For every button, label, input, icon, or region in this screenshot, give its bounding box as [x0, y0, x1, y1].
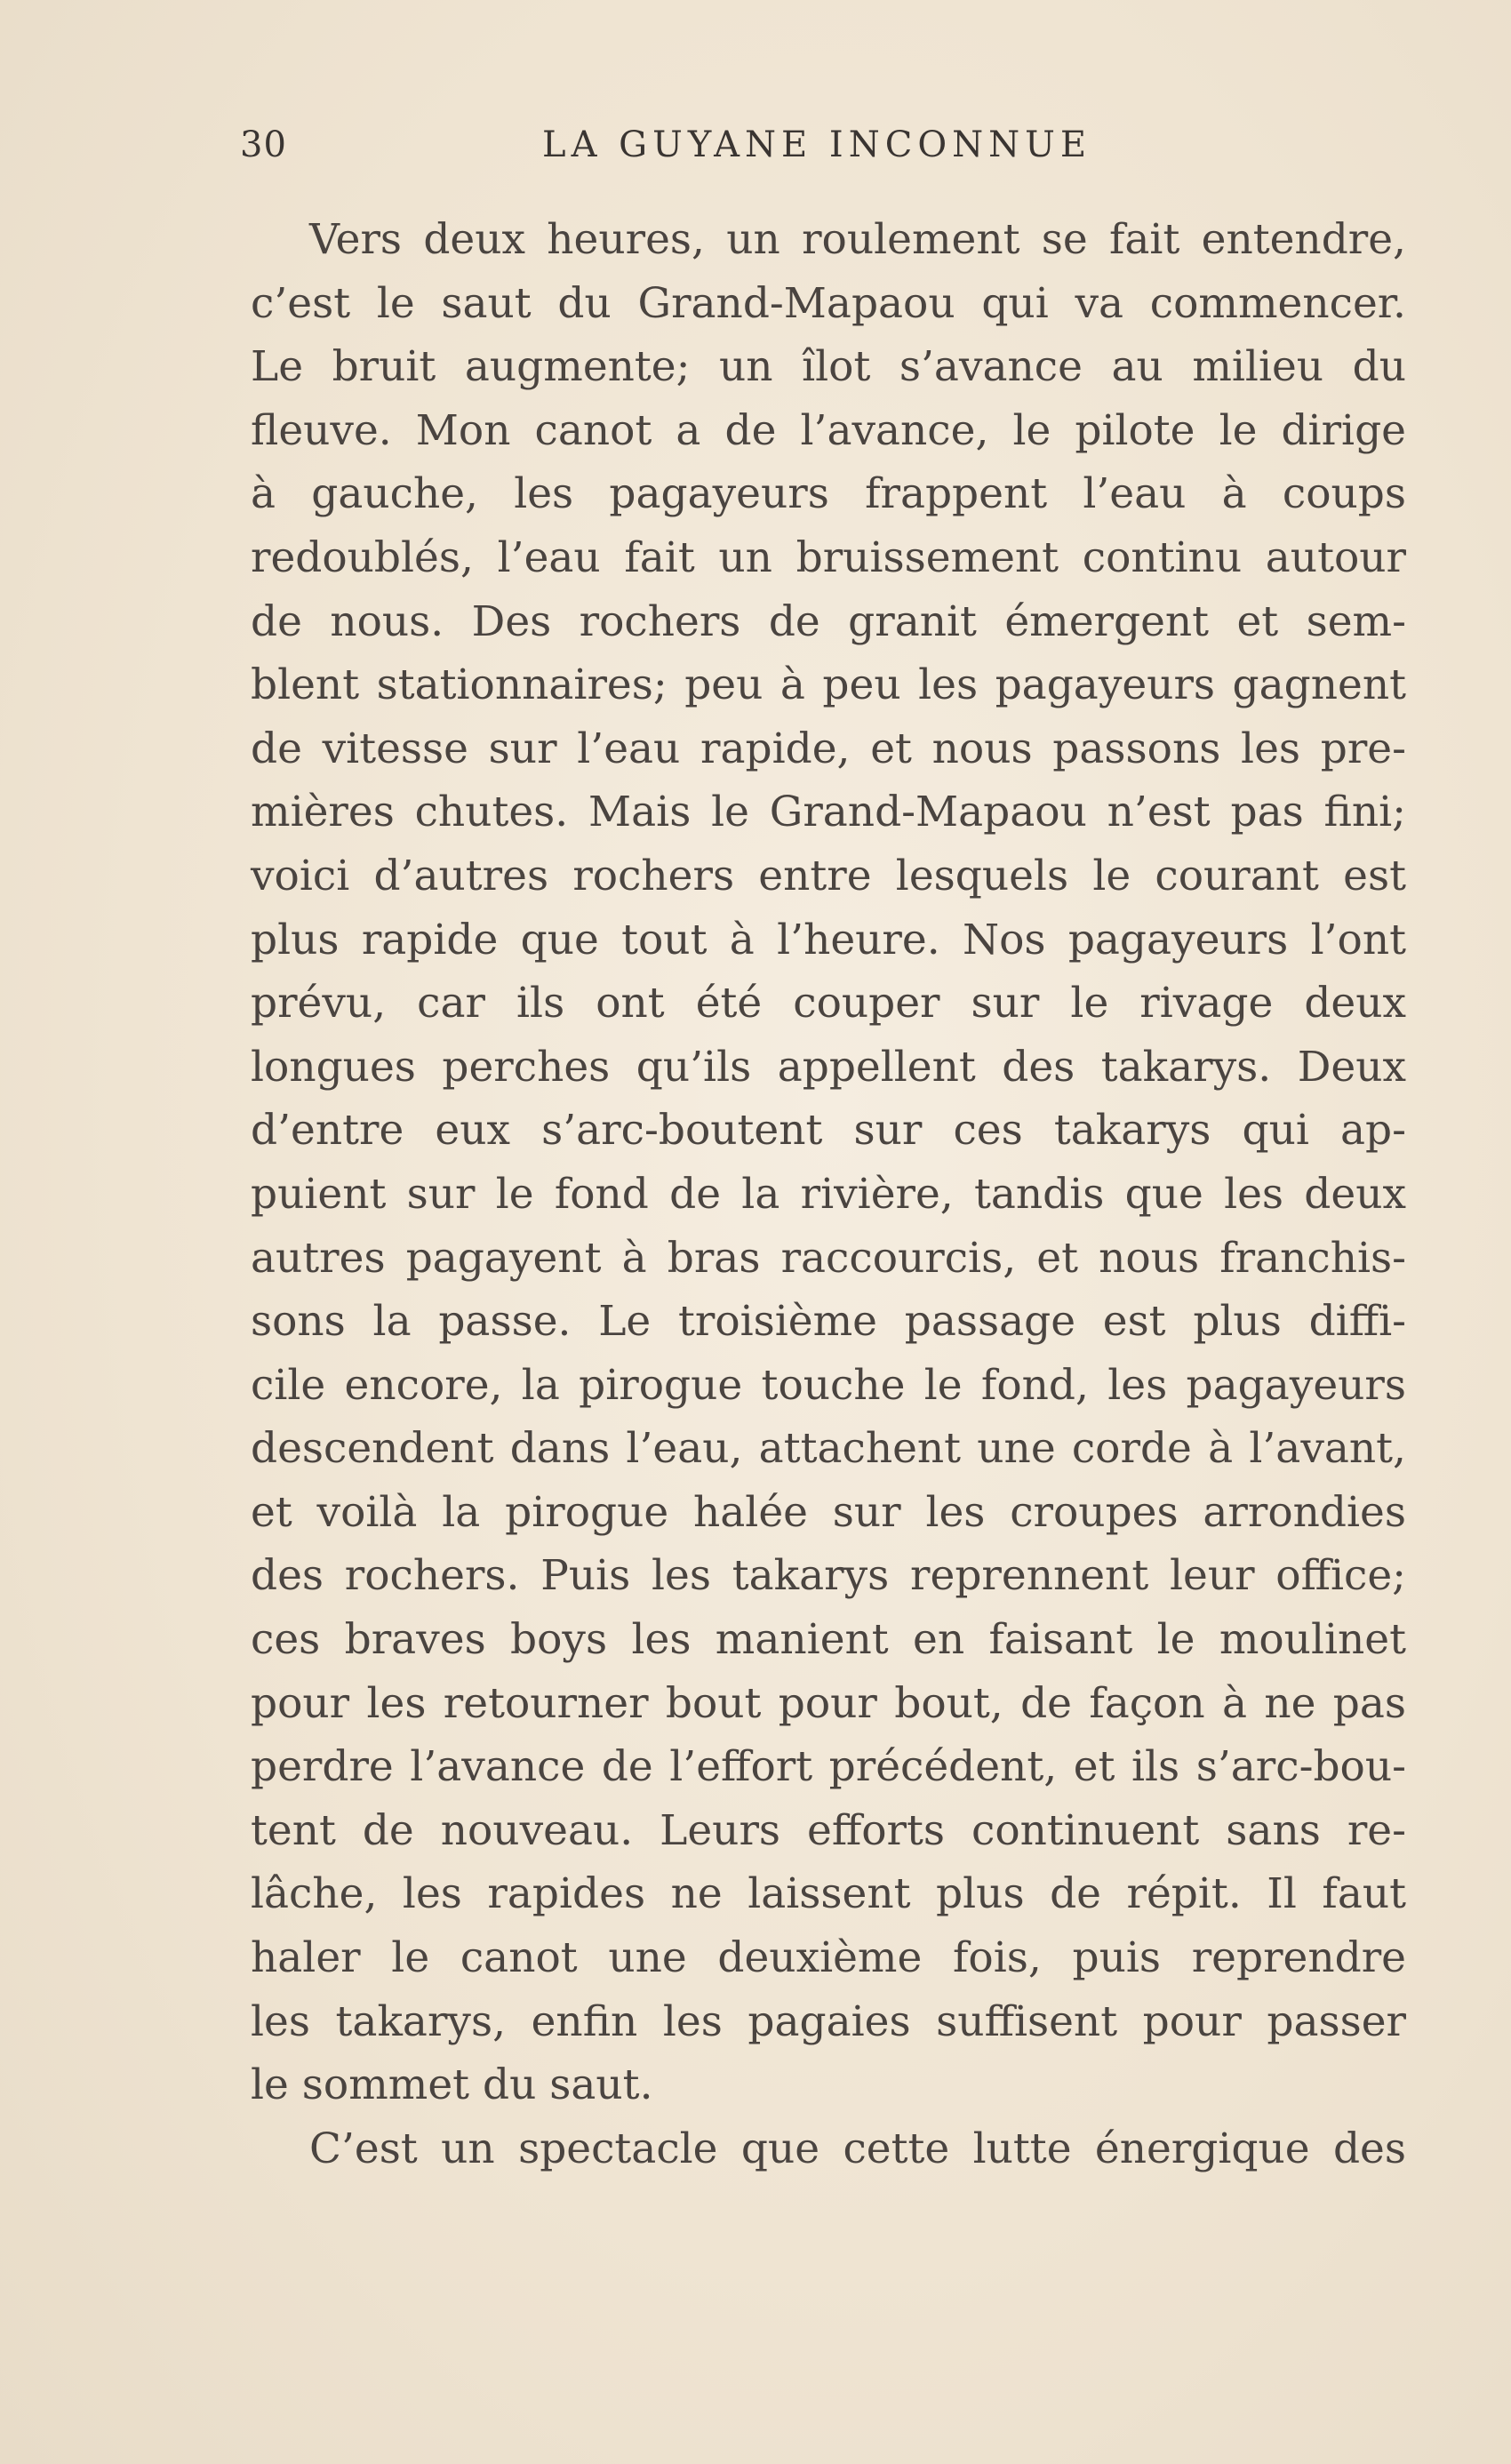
text-line: tent de nouveau. Leurs efforts continuent sans re- — [251, 1805, 1406, 1855]
text-line: Vers deux heures, un roulement se fait entendre, — [309, 215, 1406, 264]
text-line: Le bruit augmente; un îlot s’avance au milieu du — [251, 342, 1406, 392]
text-line: à gauche, les pagayeurs frappent l’eau à coups — [251, 469, 1406, 519]
text-line: cile encore, la pirogue touche le fond, les pagayeurs — [251, 1360, 1406, 1410]
text-line: voici d’autres rochers entre lesquels le courant est — [251, 851, 1406, 900]
text-line: pour les retourner bout pour bout, de façon à ne pas — [251, 1678, 1406, 1728]
text-line: sons la passe. Le troisième passage est plus diffi- — [251, 1297, 1406, 1347]
running-title: LA GUYANE INCONNUE — [542, 124, 1092, 165]
text-line: d’entre eux s’arc-boutent sur ces takarys qui ap- — [251, 1106, 1406, 1156]
text-line: plus rapide que tout à l’heure. Nos pagayeurs l’ont — [251, 915, 1406, 964]
text-line: les takarys, enfin les pagaies suffisent pour passer — [251, 1996, 1406, 2046]
page-header — [240, 124, 1218, 178]
text-line: autres pagayent à bras raccourcis, et nous franchis- — [251, 1233, 1406, 1283]
body-text — [251, 208, 1406, 2180]
text-line: le sommet du saut. — [251, 2060, 653, 2110]
text-line: lâche, les rapides ne laissent plus de répit. Il faut — [251, 1869, 1406, 1919]
text-line: prévu, car ils ont été couper sur le rivage deux — [251, 979, 1406, 1028]
text-line: et voilà la pirogue halée sur les croupes arrondies — [251, 1487, 1406, 1537]
text-line: fleuve. Mon canot a de l’avance, le pilote le dirige — [251, 405, 1406, 455]
text-line: redoublés, l’eau fait un bruissement continu autour — [251, 532, 1406, 582]
text-line: blent stationnaires; peu à peu les pagayeurs gagnent — [251, 660, 1406, 710]
text-line: de vitesse sur l’eau rapide, et nous passons les pre- — [251, 724, 1406, 773]
text-line: perdre l’avance de l’effort précédent, et ils s’arc-bou- — [251, 1742, 1406, 1792]
text-line: mières chutes. Mais le Grand-Mapaou n’est pas fini; — [251, 788, 1406, 837]
text-line: longues perches qu’ils appellent des takarys. Deux — [251, 1042, 1406, 1092]
text-line: descendent dans l’eau, attachent une corde à l’avant, — [251, 1424, 1406, 1474]
page-number: 30 — [240, 124, 287, 165]
text-line: de nous. Des rochers de granit émergent et sem- — [251, 596, 1406, 646]
text-line: c’est le saut du Grand-Mapaou qui va commencer. — [251, 278, 1406, 328]
text-line: des rochers. Puis les takarys reprennent leur office; — [251, 1551, 1406, 1601]
text-line: puient sur le fond de la rivière, tandis que les deux — [251, 1169, 1406, 1219]
text-line: C’est un spectacle que cette lutte énergique des — [309, 2124, 1406, 2173]
text-line: ces braves boys les manient en faisant le moulinet — [251, 1615, 1406, 1665]
text-line: haler le canot une deuxième fois, puis reprendre — [251, 1933, 1406, 1983]
